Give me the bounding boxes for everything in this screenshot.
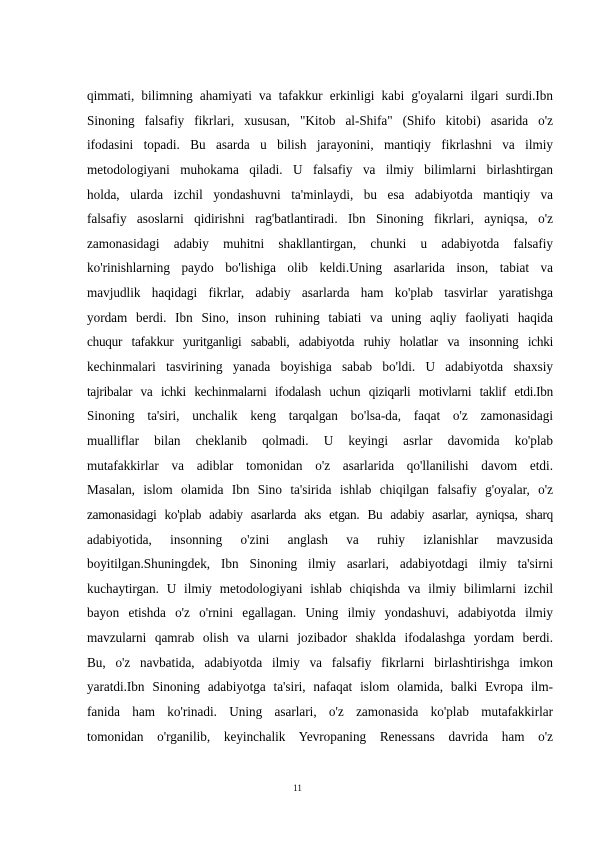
text-line: Sinoning falsafiy fikrlari, xususan, "Kitob al-Shifa" (Shifo kitobi) asarida o'z <box>87 112 553 128</box>
text-line: tomonidan o'rganilib, keyinchalik Yevropaning Renessans davrida ham o'z <box>87 728 553 744</box>
text-line: kuchaytirgan. U ilmiy metodologiyani ishlab chiqishda va ilmiy bilimlarni izchil <box>87 580 553 596</box>
text-line: adabiyotida, insonning o'zini anglash va ruhiy izlanishlar mavzusida <box>87 531 553 547</box>
text-line: zamonasidagi adabiy muhitni shakllantirgan, chunki u adabiyotda falsafiy <box>87 235 553 251</box>
body-text <box>87 84 553 749</box>
text-line: bayon etishda o'z o'rnini egallagan. Uning ilmiy yondashuvi, adabiyotda ilmiy <box>87 605 553 621</box>
text-line: holda, ularda izchil yondashuvni ta'minlaydi, bu esa adabiyotda mantiqiy va <box>87 186 553 202</box>
text-line: yordam berdi. Ibn Sino, inson ruhining tabiati va uning aqliy faoliyati haqida <box>87 309 553 325</box>
text-line: boyitilgan.Shuningdek, Ibn Sinoning ilmiy asarlari, adabiyotdagi ilmiy ta'sirni <box>87 556 553 572</box>
page-number: 11 <box>293 783 302 793</box>
text-line: tajribalar va ichki kechinmalarni ifodalash uchun qiziqarli motivlarni taklif etdi.Ibn <box>87 383 553 399</box>
text-line: fanida ham ko'rinadi. Uning asarlari, o'z zamonasida ko'plab mutafakkirlar <box>87 704 553 720</box>
text-line: ifodasini topadi. Bu asarda u bilish jarayonini, mantiqiy fikrlashni va ilmiy <box>87 137 553 153</box>
text-line: mualliflar bilan cheklanib qolmadi. U keyingi asrlar davomida ko'plab <box>87 432 553 448</box>
text-line: Sinoning ta'siri, unchalik keng tarqalgan bo'lsa-da, faqat o'z zamonasidagi <box>87 408 553 424</box>
text-line: mavjudlik haqidagi fikrlar, adabiy asarlarda ham ko'plab tasvirlar yaratishga <box>87 285 553 301</box>
text-line: falsafiy asoslarni qidirishni rag'batlantiradi. Ibn Sinoning fikrlari, ayniqsa, o'z <box>87 211 553 227</box>
text-line: metodologiyani muhokama qiladi. U falsafiy va ilmiy bilimlarni birlashtirgan <box>87 161 553 177</box>
text-line: mutafakkirlar va adiblar tomonidan o'z asarlarida qo'llanilishi davom etdi. <box>87 457 553 473</box>
text-line: Masalan, islom olamida Ibn Sino ta'sirida ishlab chiqilgan falsafiy g'oyalar, o'z <box>87 482 553 498</box>
text-line: mavzularni qamrab olish va ularni jozibador shaklda ifodalashga yordam berdi. <box>87 630 553 646</box>
text-line: zamonasidagi ko'plab adabiy asarlarda aks etgan. Bu adabiy asarlar, ayniqsa, sharq <box>87 506 553 522</box>
text-line: kechinmalari tasvirining yanada boyishiga sabab bo'ldi. U adabiyotda shaxsiy <box>87 359 553 375</box>
text-line: ko'rinishlarning paydo bo'lishiga olib keldi.Uning asarlarida inson, tabiat va <box>87 260 553 276</box>
text-line: Bu, o'z navbatida, adabiyotda ilmiy va falsafiy fikrlarni birlashtirishga imkon <box>87 654 553 670</box>
text-line: yaratdi.Ibn Sinoning adabiyotga ta'siri, nafaqat islom olamida, balki Evropa ilm- <box>87 679 553 695</box>
text-line: chuqur tafakkur yuritganligi sababli, adabiyotda ruhiy holatlar va insonning ichki <box>87 334 553 350</box>
text-line: qimmati, bilimning ahamiyati va tafakkur erkinligi kabi g'oyalarni ilgari surdi.Ibn <box>87 88 553 103</box>
